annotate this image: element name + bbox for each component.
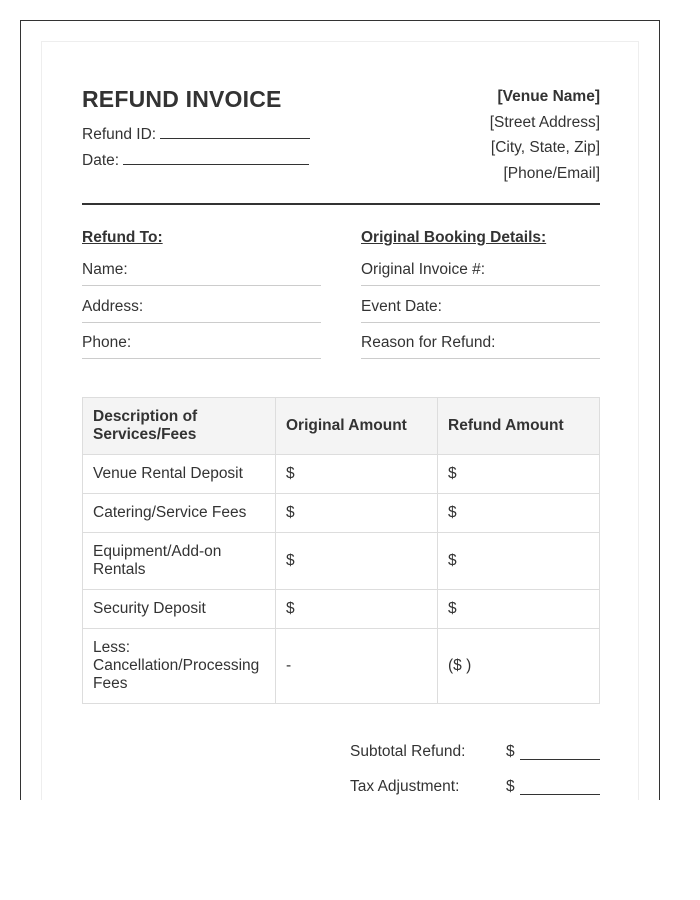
row-description: Security Deposit [83, 590, 276, 629]
header-original-amount: Original Amount [276, 398, 438, 455]
row-description: Catering/Service Fees [83, 494, 276, 533]
row-original-amount[interactable]: $ [276, 590, 438, 629]
subtotal-currency: $ [506, 743, 515, 760]
subtotal-refund-label: Subtotal Refund: [350, 743, 466, 760]
refund-id-blank[interactable] [160, 124, 310, 139]
row-original-amount[interactable]: - [276, 629, 438, 704]
table-row [83, 533, 600, 590]
booking-heading: Original Booking Details: [361, 229, 547, 246]
date-label: Date: [82, 152, 120, 169]
table-header-row [83, 398, 600, 455]
row-description: Less: Cancellation/Processing Fees [83, 629, 276, 704]
date-blank[interactable] [123, 150, 309, 165]
original-invoice-field[interactable]: Original Invoice #: [361, 261, 600, 286]
venue-block [490, 84, 600, 186]
tax-blank[interactable] [520, 794, 600, 795]
row-description: Venue Rental Deposit [83, 455, 276, 494]
refund-reason-field[interactable]: Reason for Refund: [361, 334, 600, 359]
table-row [83, 455, 600, 494]
header-description: Description of Services/Fees [83, 398, 276, 455]
table-row [83, 629, 600, 704]
header-refund-amount: Refund Amount [438, 398, 600, 455]
tax-currency: $ [506, 778, 515, 795]
event-date-field[interactable]: Event Date: [361, 298, 600, 323]
row-original-amount[interactable]: $ [276, 494, 438, 533]
row-description: Equipment/Add-on Rentals [83, 533, 276, 590]
row-refund-amount[interactable]: $ [438, 533, 600, 590]
venue-name: [Venue Name] [497, 88, 600, 105]
venue-city: [City, State, Zip] [490, 139, 600, 156]
header-divider [82, 203, 600, 205]
refund-id-label: Refund ID: [82, 126, 157, 143]
row-original-amount[interactable]: $ [276, 455, 438, 494]
row-refund-amount[interactable]: ($ ) [438, 629, 600, 704]
date-row [82, 150, 309, 170]
refund-items-table [82, 397, 600, 704]
subtotal-blank[interactable] [520, 759, 600, 760]
refund-to-phone-field[interactable]: Phone: [82, 334, 321, 359]
tax-adjustment-label: Tax Adjustment: [350, 778, 460, 795]
row-original-amount[interactable]: $ [276, 533, 438, 590]
row-refund-amount[interactable]: $ [438, 455, 600, 494]
refund-to-name-field[interactable]: Name: [82, 261, 321, 286]
venue-contact: [Phone/Email] [503, 164, 600, 182]
row-refund-amount[interactable]: $ [438, 590, 600, 629]
refund-to-heading: Refund To: [82, 229, 163, 246]
table-row [83, 590, 600, 629]
refund-id-row [82, 124, 310, 144]
table-row [83, 494, 600, 533]
refund-to-address-field[interactable]: Address: [82, 298, 321, 323]
invoice-title: REFUND INVOICE [82, 86, 282, 112]
venue-street: [Street Address] [489, 113, 600, 131]
row-refund-amount[interactable]: $ [438, 494, 600, 533]
